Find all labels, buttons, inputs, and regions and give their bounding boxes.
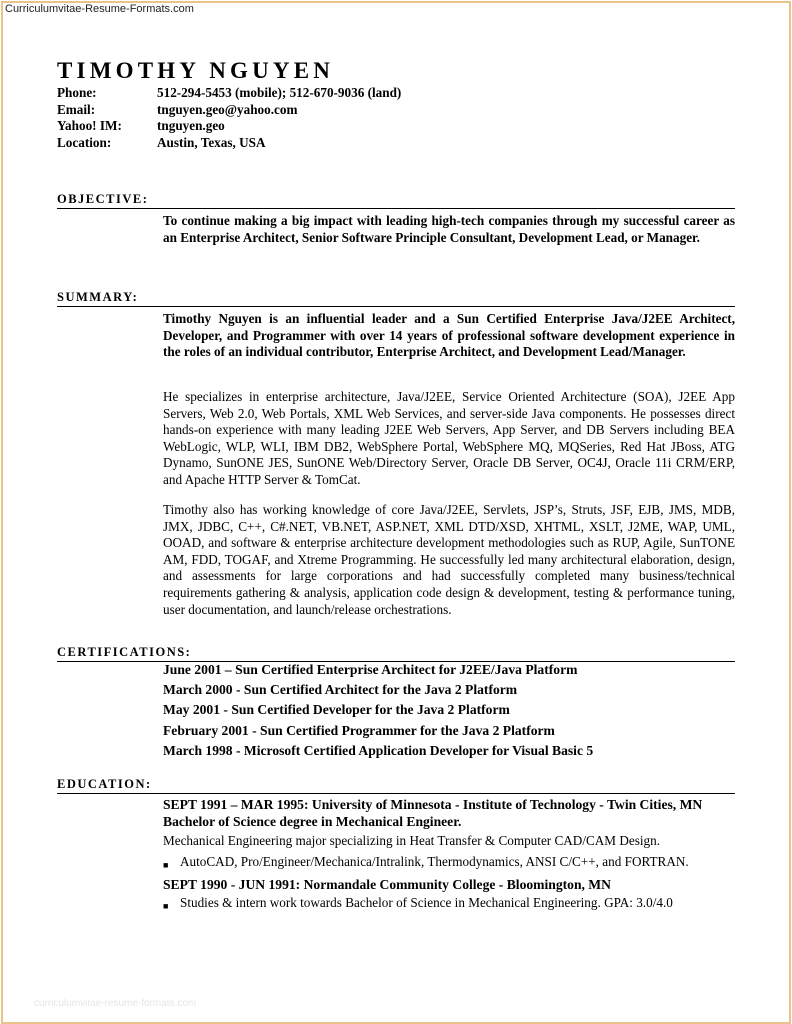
list-item [163, 854, 735, 874]
footer-watermark: curriculumvitae-resume-formats.com [34, 998, 197, 1009]
section-divider [57, 208, 735, 209]
summary-paragraph: He specializes in enterprise architecture, Java/J2EE, Service Oriented Architecture (SOA), J2EE App Servers, Web 2.0, Web Portals, XML Web Services, and server-side Java components. He possesses direct hands-on experience with many leading J2EE Web Servers, App Server, and DB Servers including BEA WebLogic, WLP, WLI, IBM DB2, WebSphere Portal, WebSphere MQ, MQSeries, Red Hat JBoss, ATG Dynamo, SunONE JES, SunONE Web/Directory Server, Oracle DB Server, OC4J, Oracle 11i CRM/ERP, and Apache HTTP Server & TomCat. [163, 389, 735, 487]
objective-text: To continue making a big impact with leading high-tech companies through my successful career as an Enterprise Architect, Senior Software Principle Consultant, Development Lead, or Manager. [163, 213, 735, 245]
education-school-1 [163, 797, 735, 873]
bullet-text: AutoCAD, Pro/Engineer/Mechanica/Intralink, Thermodynamics, ANSI C/C++, and FORTRAN. [180, 853, 689, 869]
list-item: June 2001 – Sun Certified Enterprise Architect for J2EE/Java Platform [163, 662, 578, 677]
summary-lead: Timothy Nguyen is an influential leader and a Sun Certified Enterprise Java/J2EE Architect, Developer, and Programmer with over 14 years of professional software development experience in the roles of an individual contributor, Enterprise Architect, and Development Lead/Manager. [163, 311, 735, 360]
education-school-2 [163, 877, 735, 914]
contact-phone [57, 85, 401, 102]
contact-value: tnguyen.geo [157, 118, 225, 134]
objective-heading: OBJECTIVE: [57, 192, 149, 206]
contact-value: 512-294-5453 (mobile); 512-670-9036 (land) [157, 85, 402, 100]
certifications-list [163, 660, 735, 761]
summary-heading: SUMMARY: [57, 290, 139, 304]
education-heading: EDUCATION: [57, 777, 152, 791]
bullet-icon: ■ [163, 900, 169, 911]
list-item: March 1998 - Microsoft Certified Application Developer for Visual Basic 5 [163, 742, 594, 758]
degree: Bachelor of Science degree in Mechanical Engineer. [163, 813, 462, 829]
contact-label: Email: [57, 101, 96, 117]
contact-value[interactable]: tnguyen.geo@yahoo.com [157, 101, 298, 117]
contact-location [57, 135, 401, 152]
school-heading: SEPT 1990 - JUN 1991: Normandale Community College - Bloomington, MN [163, 877, 611, 892]
contact-im [57, 118, 401, 135]
resume-name: TIMOTHY NGUYEN [57, 58, 335, 83]
bullet-text: Studies & intern work towards Bachelor of Science in Mechanical Engineering. GPA: 3.0/4.0 [180, 894, 673, 910]
certifications-heading: CERTIFICATIONS: [57, 645, 192, 659]
contact-label: Phone: [57, 85, 97, 100]
section-divider [57, 306, 735, 307]
bullet-icon: ■ [163, 859, 169, 870]
list-item: March 2000 - Sun Certified Architect for the Java 2 Platform [163, 682, 518, 698]
list-item: May 2001 - Sun Certified Developer for the Java 2 Platform [163, 702, 510, 718]
contact-block [57, 85, 401, 151]
site-watermark[interactable]: Curriculumvitae-Resume-Formats.com [5, 3, 194, 15]
list-item [163, 895, 735, 915]
summary-paragraph: Timothy also has working knowledge of core Java/J2EE, Servlets, JSP’s, Struts, JSF, EJB, JMS, MDB, JMX, JDBC, C++, C#.NET, VB.NET, ASP.NET, XML DTD/XSD, XHTML, XSLT, J2ME, WAP, UML, OOAD, and software & enterprise architecture development methodologies such as RUP, Agile, SunTONE AM, FDD, TOGAF, and Xtreme Programming. He successfully led many architectural elaboration, design, and assessments for large corporations and had successfully completed many business/technical requirements gathering & analysis, application code design & development, testing & performance tuning, user documentation, and launch/release orchestrations. [163, 502, 735, 617]
contact-label: Location: [57, 134, 112, 150]
contact-email [57, 102, 401, 119]
school-heading: SEPT 1991 – MAR 1995: University of Minnesota - Institute of Technology - Twin Cities, MN [163, 797, 703, 812]
list-item: February 2001 - Sun Certified Programmer for the Java 2 Platform [163, 722, 555, 738]
section-divider [57, 793, 735, 794]
contact-value: Austin, Texas, USA [157, 134, 266, 150]
major: Mechanical Engineering major specializing in Heat Transfer & Computer CAD/CAM Design. [163, 833, 660, 849]
contact-label: Yahoo! IM: [57, 118, 122, 134]
